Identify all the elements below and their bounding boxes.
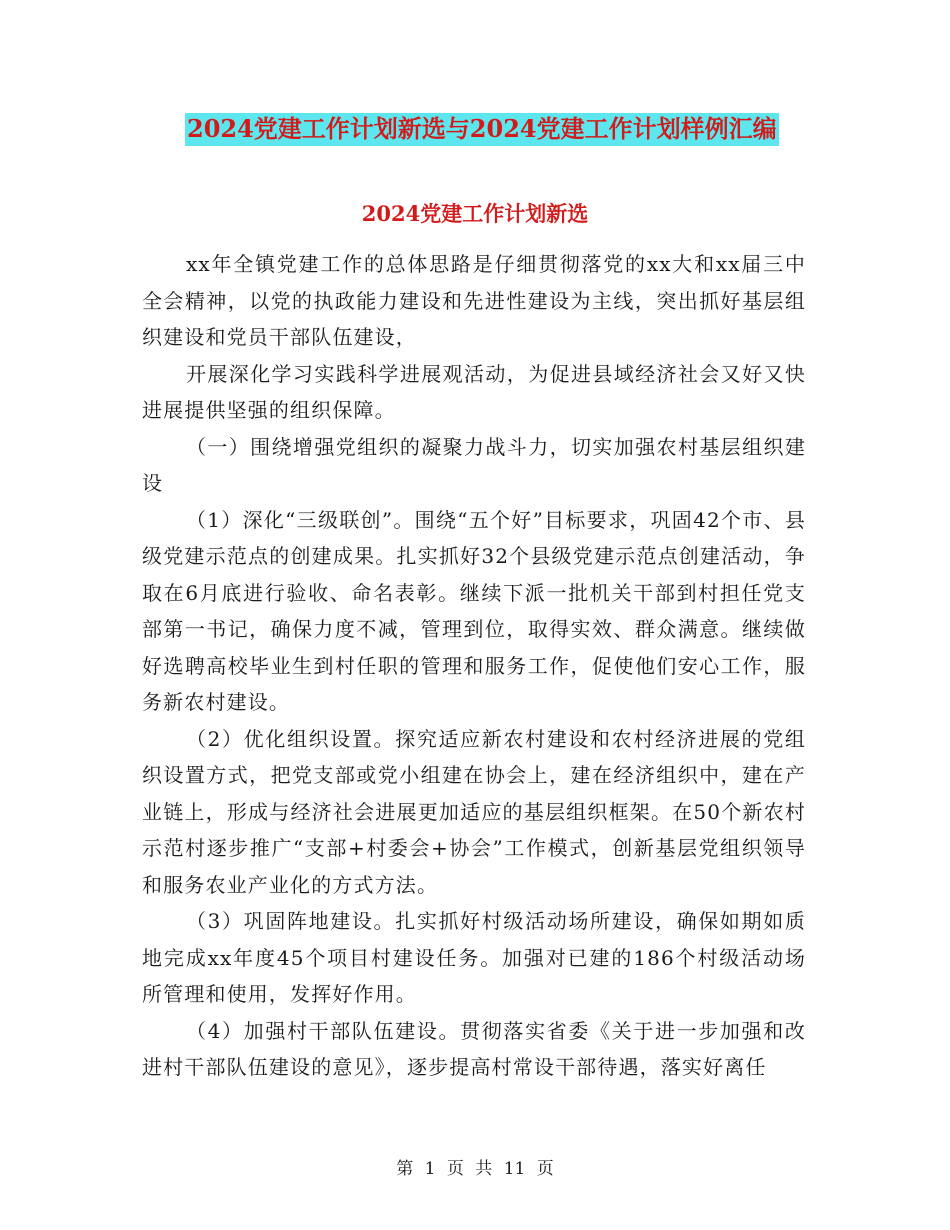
paragraph: （4）加强村干部队伍建设。贯彻落实省委《关于进一步加强和改进村干部队伍建设的意见》，逐步提高村常设干部待遇，落实好离任 (142, 1018, 806, 1079)
document-body (142, 246, 806, 1086)
paragraph: （2）优化组织设置。探究适应新农村建设和农村经济进展的党组织设置方式，把党支部或党小组建在协会上，建在经济组织中，建在产业链上，形成与经济社会进展更加适应的基层组织框架。在50个新农村示范村逐步推广“支部+村委会+协会”工作模式，创新基层党组织领导和服务农业产业化的方式方法。 (142, 726, 806, 897)
paragraph: xx年全镇党建工作的总体思路是仔细贯彻落党的xx大和xx届三中全会精神，以党的执政能力建设和先进性建设为主线，突出抓好基层组织建设和党员干部队伍建设， (142, 252, 806, 349)
main-title-highlight: 2024党建工作计划新选与2024党建工作计划样例汇编 (185, 113, 779, 146)
paragraph: （1）深化“三级联创”。围绕“五个好”目标要求，巩固42个市、县级党建示范点的创建成果。扎实抓好32个县级党建示范点创建活动，争取在6月底进行验收、命名表彰。继续下派一批机关干部到村担任党支部第一书记，确保力度不减，管理到位，取得实效、群众满意。继续做好选聘高校毕业生到村任职的管理和服务工作，促使他们安心工作，服务新农村建设。 (142, 507, 806, 714)
page-footer: 第 1 页 共 11 页 (396, 1159, 554, 1179)
document-main-title (185, 112, 779, 146)
paragraph: 开展深化学习实践科学进展观活动，为促进县域经济社会又好又快进展提供坚强的组织保障。 (142, 361, 806, 422)
paragraph: （一）围绕增强党组织的凝聚力战斗力，切实加强农村基层组织建设 (142, 434, 806, 495)
section-title: 2024党建工作计划新选 (361, 201, 589, 226)
paragraph: （3）巩固阵地建设。扎实抓好村级活动场所建设，确保如期如质地完成xx年度45个项目村建设任务。加强对已建的186个村级活动场所管理和使用，发挥好作用。 (142, 909, 806, 1006)
